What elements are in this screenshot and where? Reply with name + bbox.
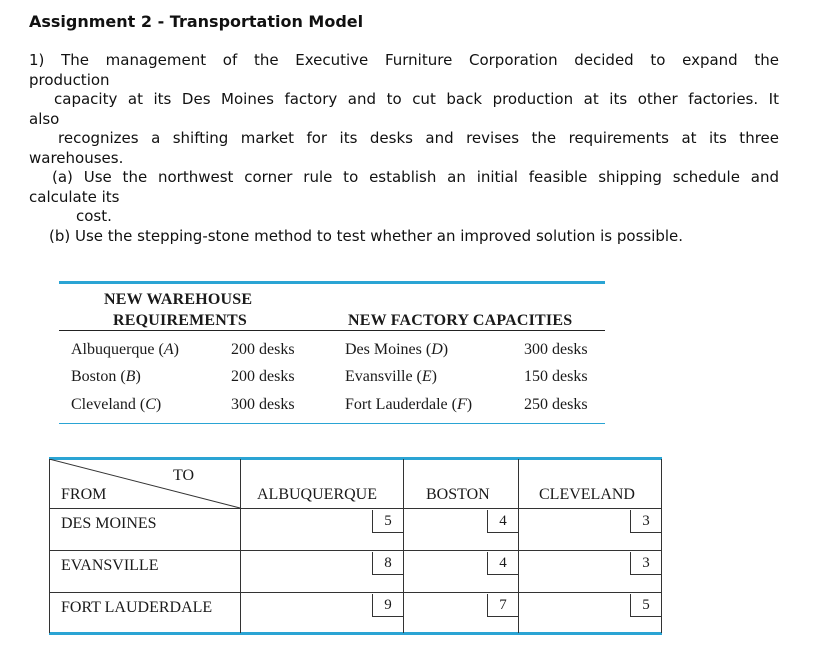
row-des-moines: DES MOINES (61, 515, 157, 532)
problem-line-5: recognizes a shifting market for its desks and revises the requirements at its three (58, 129, 779, 147)
cost-des-moines-boston: 4 (487, 510, 518, 533)
column-cleveland: CLEVELAND (539, 486, 635, 503)
problem-line-8: calculate its (29, 188, 120, 206)
warehouse-albuquerque: Albuquerque (A) (71, 341, 179, 358)
cost-fort-lauderdale-cleveland: 5 (630, 594, 661, 617)
page-title: Assignment 2 - Transportation Model (29, 12, 364, 31)
warehouse-cleveland: Cleveland (C) (71, 396, 162, 413)
cost-des-moines-albuquerque: 5 (372, 510, 403, 533)
factory-evansville-qty: 150 desks (524, 368, 588, 385)
factory-evansville: Evansville (E) (345, 368, 437, 385)
problem-line-9: cost. (76, 207, 112, 225)
problem-line-1: 1) The management of the Executive Furniture Corporation decided to expand the (29, 51, 779, 69)
row-evansville: EVANSVILLE (61, 557, 159, 574)
grid-col-separator (518, 459, 519, 633)
to-label: TO (173, 467, 195, 484)
warehouse-cleveland-qty: 300 desks (231, 396, 295, 413)
problem-line-3: capacity at its Des Moines factory and to cut back production at its other factories. It (54, 90, 779, 108)
cost-fort-lauderdale-boston: 7 (487, 594, 518, 617)
factory-fort-lauderdale-qty: 250 desks (524, 396, 588, 413)
column-boston: BOSTON (426, 486, 490, 503)
grid-row-separator (49, 550, 662, 551)
cost-evansville-albuquerque: 8 (372, 552, 403, 575)
requirements-header-rule (59, 330, 605, 331)
warehouse-boston: Boston (B) (71, 368, 141, 385)
warehouse-header-line-2: REQUIREMENTS (113, 312, 247, 329)
problem-line-2: production (29, 71, 110, 89)
cost-fort-lauderdale-albuquerque: 9 (372, 594, 403, 617)
cost-des-moines-cleveland: 3 (630, 510, 661, 533)
factory-fort-lauderdale: Fort Lauderdale (F) (345, 396, 473, 413)
grid-row-separator (49, 592, 662, 593)
requirements-bottom-rule (59, 423, 605, 424)
problem-line-4: also (29, 110, 60, 128)
grid-bottom-rule (49, 632, 662, 635)
problem-line-6: warehouses. (29, 149, 124, 167)
column-albuquerque: ALBUQUERQUE (257, 486, 377, 503)
cost-evansville-cleveland: 3 (630, 552, 661, 575)
cost-evansville-boston: 4 (487, 552, 518, 575)
factory-des-moines-qty: 300 desks (524, 341, 588, 358)
warehouse-boston-qty: 200 desks (231, 368, 295, 385)
from-label: FROM (61, 486, 107, 503)
factory-header: NEW FACTORY CAPACITIES (348, 312, 573, 329)
row-fort-lauderdale: FORT LAUDERDALE (61, 599, 213, 616)
factory-des-moines: Des Moines (D) (345, 341, 449, 358)
warehouse-header-line-1: NEW WAREHOUSE (104, 291, 253, 308)
warehouse-albuquerque-qty: 200 desks (231, 341, 295, 358)
grid-col-separator (403, 459, 404, 633)
requirements-top-rule (59, 281, 605, 284)
grid-col-separator (661, 459, 662, 633)
problem-line-7: (a) Use the northwest corner rule to establish an initial feasible shipping schedule and (52, 168, 779, 186)
problem-line-10: (b) Use the stepping-stone method to test whether an improved solution is possible. (49, 227, 684, 245)
